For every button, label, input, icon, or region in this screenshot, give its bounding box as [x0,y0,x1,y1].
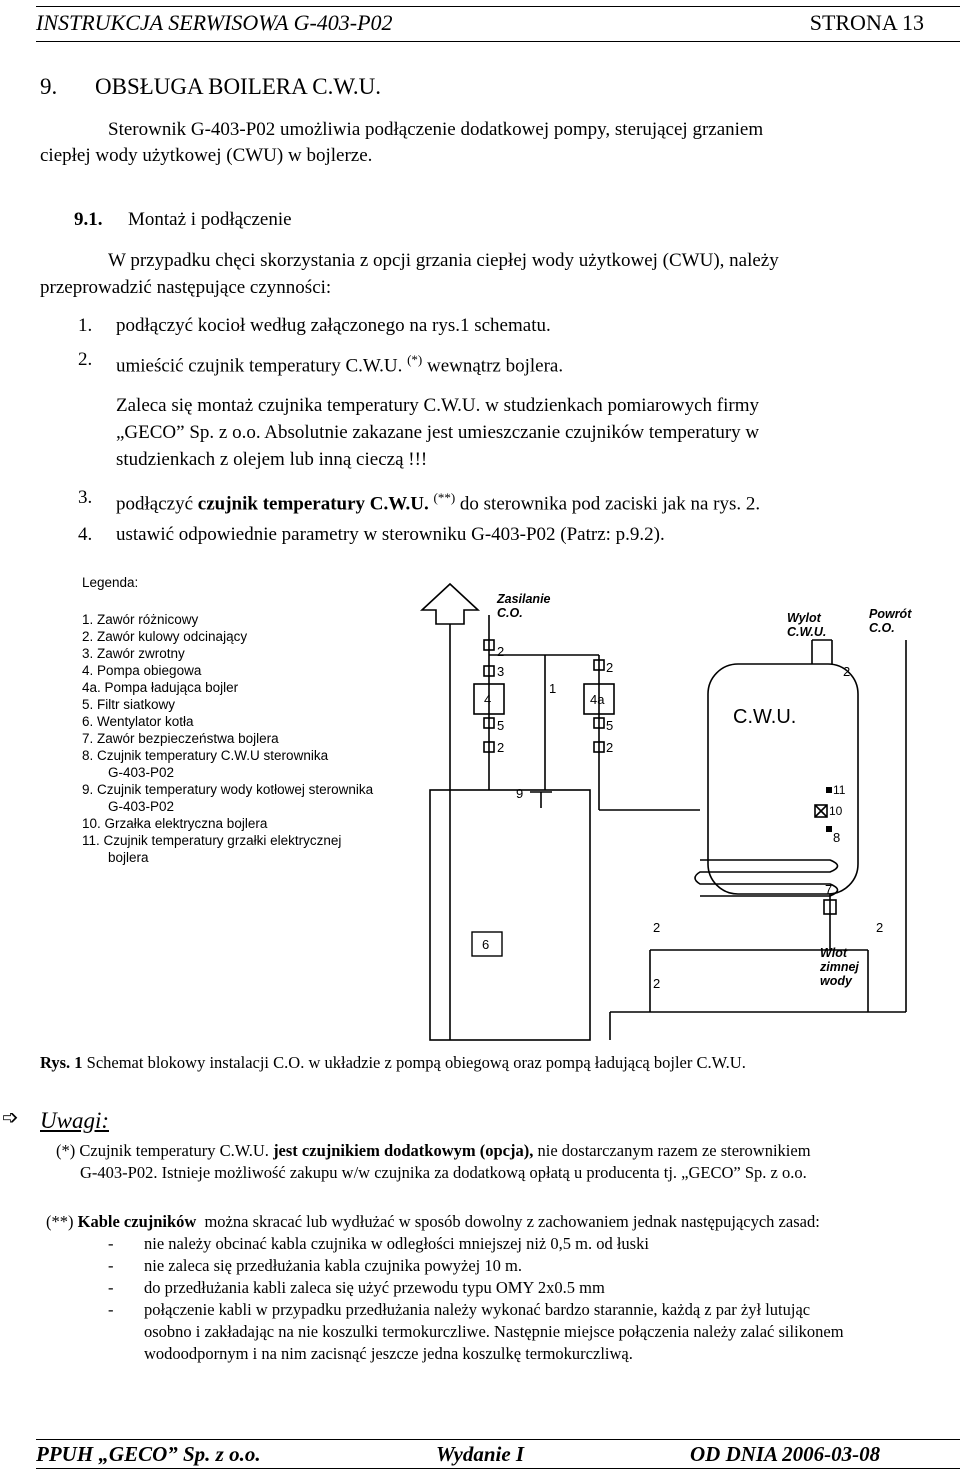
subsection-intro-line1: W przypadku chęci skorzystania z opcji grzania ciepłej wody użytkowej (CWU), należy [108,250,779,271]
label-zasilanie: Zasilanie [497,592,551,606]
section-intro-line2: ciepłej wody użytkowej (CWU) w bojlerze. [40,145,373,166]
bullet-4-cont2: wodoodpornym i na nim zacisnąć jeszcze jedna koszulkę termokurczliwą. [144,1344,633,1363]
label-wlot-zimnej: zimnej [820,960,859,974]
footer-edition: Wydanie I [436,1442,525,1466]
section-number: 9. [40,74,58,99]
section-intro-line1: Sterownik G-403-P02 umożliwia podłączenie dodatkowej pompy, sterującej grzaniem [108,119,764,140]
num-6: 6 [482,937,490,952]
num-5: 5 [497,718,505,733]
num-2: 2 [876,920,884,935]
step-1-number: 1. [78,315,93,336]
legend-item: bojlera [108,850,149,865]
footer-company: PPUH „GECO” Sp. z o.o. [36,1442,261,1466]
legend-item: 10. Grzałka elektryczna bojlera [82,816,268,831]
bullet-dash: - [108,1234,114,1253]
chimney-arrow-icon [422,584,478,624]
num-5: 5 [606,718,614,733]
page-header [36,6,960,42]
legend-item: 2. Zawór kulowy odcinający [82,629,248,644]
legend-item: 8. Czujnik temperatury C.W.U sterownika [82,748,329,763]
num-2: 2 [843,664,851,679]
note-1-line1: (*) Czujnik temperatury C.W.U. jest czujnikiem dodatkowym (opcja), nie dostarczanym razem ze sterownikiem [56,1141,811,1160]
legend-item: G-403-P02 [108,799,175,814]
bullet-1: nie należy obcinać kabla czujnika w odległości mniejszej niż 0,5 m. od łuski [144,1234,649,1253]
label-wlot-wody: wody [820,974,852,988]
step-4-number: 4. [78,524,93,545]
bullet-2: nie zaleca się przedłużania kabla czujnika powyżej 10 m. [144,1256,522,1275]
legend-item: 4. Pompa obiegowa [82,663,202,678]
label-wylot-cwu: C.W.U. [787,625,827,639]
num-4a: 4a [590,692,605,707]
subsection-number: 9.1. [74,209,103,230]
bullet-4-cont1: osobno i zakładając na nie koszulki termokurczliwe. Następnie miejsce połączenia należy zalać silikonem [144,1322,844,1341]
legend-item: 11. Czujnik temperatury grzałki elektrycznej [82,833,342,848]
subsection-intro-line2: przeprowadzić następujące czynności: [40,277,332,298]
num-9: 9 [516,786,524,801]
boiler-body [430,790,590,1040]
num-8: 8 [833,830,841,845]
legend-item: 5. Filtr siatkowy [82,697,176,712]
legend-item: 6. Wentylator kotła [82,714,194,729]
legend-item: 7. Zawór bezpieczeństwa bojlera [82,731,279,746]
num-2: 2 [497,740,505,755]
num-7: 7 [825,882,833,897]
note-arrow-icon: ➩ [2,1107,19,1129]
bullet-dash: - [108,1256,114,1275]
step-2-number: 2. [78,349,93,370]
legend-item: 3. Zawór zwrotny [82,646,185,661]
page-footer [36,1439,960,1469]
step-4-text: ustawić odpowiednie parametry w sterowniku G-403-P02 (Patrz: p.9.2). [116,524,665,545]
num-2: 2 [606,660,614,675]
bullet-3: do przedłużania kabli zaleca się użyć przewodu typu OMY 2x0.5 mm [144,1278,605,1297]
num-1: 1 [549,681,557,696]
figure-caption: Rys. 1 Schemat blokowy instalacji C.O. w układzie z pompą obiegową oraz pompą ładującą bojler C.W.U. [40,1053,746,1072]
header-page-number: STRONA 13 [809,10,924,35]
footer-date: OD DNIA 2006-03-08 [690,1442,881,1466]
note-2-line1: (**) Kable czujników można skracać lub wydłużać w sposób dowolny z zachowaniem jednak następujących zasad: [46,1212,820,1231]
legend-item: G-403-P02 [108,765,175,780]
num-2: 2 [606,740,614,755]
notes-title: Uwagi: [40,1108,109,1133]
label-zasilanie-co: C.O. [497,606,523,620]
label-wylot: Wylot [787,611,821,625]
bullet-dash: - [108,1300,114,1319]
step-3-number: 3. [78,487,93,508]
bullet-dash: - [108,1278,114,1297]
header-title: INSTRUKCJA SERWISOWA G-403-P02 [36,10,393,35]
num-10: 10 [829,804,843,818]
legend-item: 1. Zawór różnicowy [82,612,199,627]
bullet-4: połączenie kabli w przypadku przedłużania należy wykonać bardzo starannie, każdą z par żył lutując [144,1300,811,1319]
subsection-title: Montaż i podłączenie [128,209,292,230]
num-2: 2 [653,920,661,935]
section-title: OBSŁUGA BOILERA C.W.U. [95,74,382,99]
step-3-text: podłączyć czujnik temperatury C.W.U. (**) do sterownika pod zaciski jak na rys. 2. [116,490,761,515]
note-1-line2: G-403-P02. Istnieje możliwość zakupu w/w czujnika za dodatkową opłatą u producenta tj. „GECO” Sp. z o.o. [80,1163,807,1182]
step-1-text: podłączyć kocioł według załączonego na rys.1 schematu. [116,315,551,336]
label-powrot: Powrót [869,607,912,621]
num-2: 2 [497,644,505,659]
num-4: 4 [484,692,492,707]
legend-item: 9. Czujnik temperatury wody kotłowej sterownika [82,782,374,797]
label-powrot-co: C.O. [869,621,895,635]
recommend-line2: „GECO” Sp. z o.o. Absolutnie zakazane jest umieszczanie czujników temperatury w [116,422,760,443]
num-11: 11 [833,783,846,797]
step-2-text: umieścić czujnik temperatury C.W.U. (*) wewnątrz bojlera. [116,352,564,377]
recommend-line1: Zaleca się montaż czujnika temperatury C.W.U. w studzienkach pomiarowych firmy [116,395,759,416]
label-cwu-tank: C.W.U. [733,706,797,728]
num-3: 3 [497,664,505,679]
recommend-line3: studzienkach z olejem lub inną cieczą !!! [116,449,428,470]
num-2: 2 [653,976,661,991]
label-wlot: Wlot [820,946,848,960]
legend-title: Legenda: [82,575,139,590]
legend-item: 4a. Pompa ładująca bojler [82,680,239,695]
